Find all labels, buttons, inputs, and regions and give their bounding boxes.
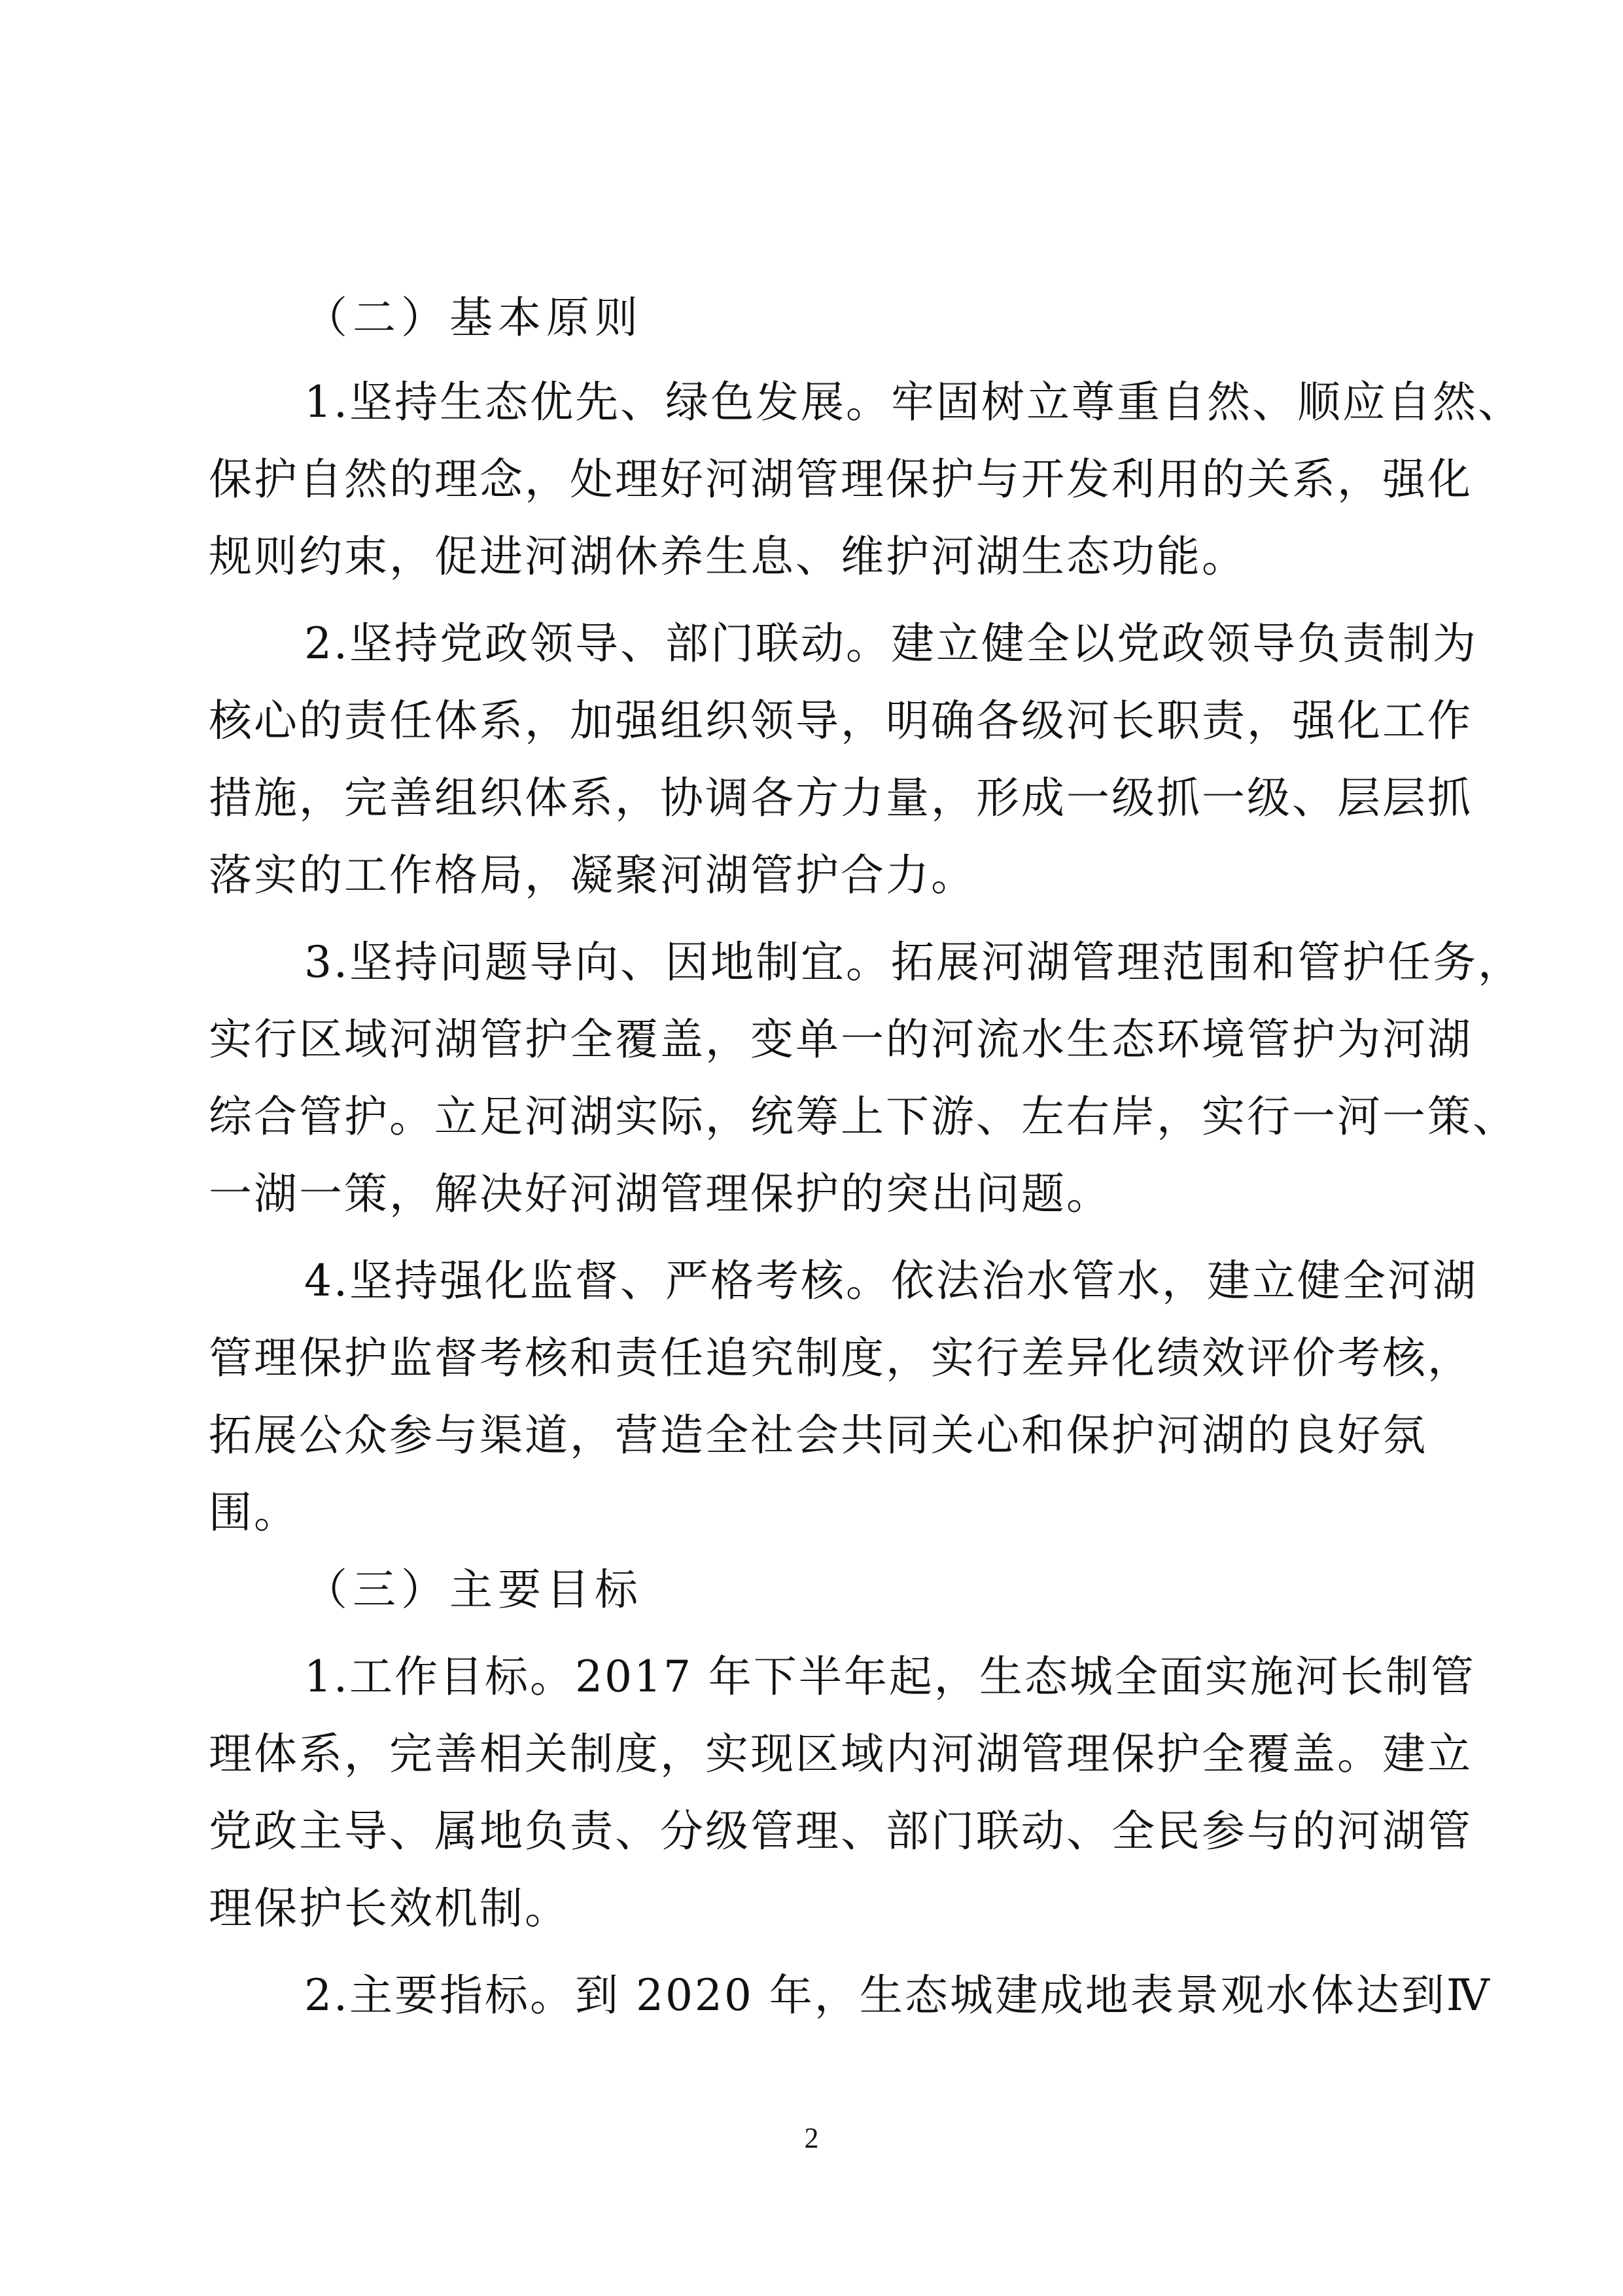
section-heading-main-goals: （三）主要目标 [304, 1564, 643, 1615]
paragraph-line: 理保护长效机制。 [209, 1883, 570, 1934]
paragraph-line: 1.坚持生态优先、绿色发展。牢固树立尊重自然、顺应自然、 [304, 377, 1523, 427]
paragraph-line: 2.坚持党政领导、部门联动。建立健全以党政领导负责制为 [304, 618, 1478, 669]
paragraph-line: 理体系，完善相关制度，实现区域内河湖管理保护全覆盖。建立 [209, 1729, 1473, 1779]
paragraph-line: 拓展公众参与渠道，营造全社会共同关心和保护河湖的良好氛 [209, 1410, 1427, 1460]
paragraph-line: 党政主导、属地负责、分级管理、部门联动、全民参与的河湖管 [209, 1806, 1473, 1856]
paragraph-line: 核心的责任体系，加强组织领导，明确各级河长职责，强化工作 [209, 696, 1473, 746]
section-heading-basic-principles: （二）基本原则 [304, 292, 643, 343]
paragraph-line: 管理保护监督考核和责任追究制度，实行差异化绩效评价考核， [209, 1333, 1473, 1383]
paragraph-line: 规则约束，促进河湖休养生息、维护河湖生态功能。 [209, 531, 1247, 582]
paragraph-line: 综合管护。立足河湖实际，统筹上下游、左右岸，实行一河一策、 [209, 1091, 1518, 1142]
paragraph-line: 措施，完善组织体系，协调各方力量，形成一级抓一级、层层抓 [209, 773, 1473, 823]
paragraph-line: 2.主要指标。到 2020 年，生态城建成地表景观水体达到Ⅳ [304, 1970, 1492, 2021]
paragraph-line: 一湖一策，解决好河湖管理保护的突出问题。 [209, 1169, 1111, 1219]
page-number: 2 [804, 2122, 819, 2154]
paragraph-line: 3.坚持问题导向、因地制宜。拓展河湖管理范围和管护任务， [304, 937, 1523, 987]
paragraph-line: 围。 [209, 1487, 299, 1538]
paragraph-line: 实行区域河湖管护全覆盖，变单一的河流水生态环境管护为河湖 [209, 1014, 1473, 1065]
paragraph-line: 保护自然的理念，处理好河湖管理保护与开发利用的关系，强化 [209, 454, 1473, 504]
paragraph-line: 落实的工作格局，凝聚河湖管护合力。 [209, 850, 976, 900]
paragraph-line: 4.坚持强化监督、严格考核。依法治水管水，建立健全河湖 [304, 1256, 1478, 1306]
paragraph-line: 1.工作目标。2017 年下半年起，生态城全面实施河长制管 [304, 1651, 1476, 1702]
